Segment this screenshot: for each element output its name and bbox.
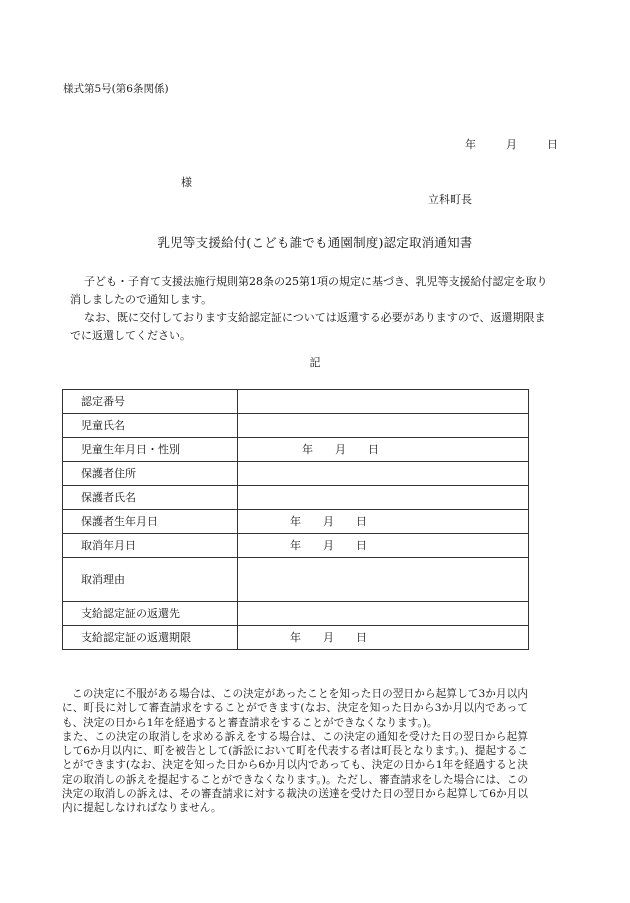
row-label: 保護者氏名 bbox=[63, 486, 238, 510]
date-month: 月 bbox=[323, 538, 334, 552]
row-value bbox=[238, 390, 529, 414]
row-label: 取消理由 bbox=[63, 558, 238, 602]
row-date-value bbox=[238, 534, 529, 558]
date-year: 年 bbox=[290, 538, 301, 552]
issuer: 立科町長 bbox=[428, 193, 472, 206]
addressee-suffix: 様 bbox=[181, 176, 192, 189]
table-row bbox=[63, 462, 529, 486]
appeal-notice-paragraph-2: また、この決定の取消しを求める訴えをする場合は、この決定の通知を受けた日の翌日から起算して6か月以内に、町を被告として(訴訟において町を代表する者は町長となります。)、提起することができます(なお、決定を知った日から6か月以内であっても、決定の日から1年を経過すると決定の取消しの訴えを提起することができなくなります。)。ただし、審査請求をした場合には、この決定の取消しの訴えは、その審査請求に対する裁決の送達を受けた日の翌日から起算して6か月以内に提起しなければなりません。 bbox=[62, 730, 528, 815]
date-year: 年 bbox=[290, 630, 301, 644]
date-month: 月 bbox=[323, 630, 334, 644]
appeal-notice bbox=[62, 687, 528, 816]
date-year: 年 bbox=[290, 514, 301, 528]
body-paragraph-1 bbox=[70, 273, 550, 309]
row-label: 児童氏名 bbox=[63, 414, 238, 438]
document-title: 乳児等支援給付(こども誰でも通園制度)認定取消通知書 bbox=[157, 235, 473, 250]
row-label: 保護者住所 bbox=[63, 462, 238, 486]
ki-heading: 記 bbox=[309, 356, 321, 369]
issue-date-day: 日 bbox=[547, 138, 558, 151]
row-value bbox=[238, 602, 529, 626]
row-value bbox=[238, 414, 529, 438]
details-table bbox=[62, 389, 529, 650]
date-year: 年 bbox=[302, 442, 313, 456]
table-row bbox=[63, 558, 529, 602]
date-day: 日 bbox=[356, 514, 367, 528]
date-day: 日 bbox=[368, 442, 379, 456]
row-value bbox=[238, 558, 529, 602]
table-row bbox=[63, 390, 529, 414]
date-month: 月 bbox=[323, 514, 334, 528]
row-label: 支給認定証の返還期限 bbox=[63, 626, 238, 650]
table-row bbox=[63, 438, 529, 462]
date-cell bbox=[238, 515, 389, 529]
date-month: 月 bbox=[335, 442, 346, 456]
table-row bbox=[63, 602, 529, 626]
row-label: 取消年月日 bbox=[63, 534, 238, 558]
issue-date-month: 月 bbox=[506, 138, 517, 151]
issue-date-year: 年 bbox=[465, 138, 476, 151]
row-value bbox=[238, 486, 529, 510]
table-row bbox=[63, 626, 529, 650]
table-row bbox=[63, 510, 529, 534]
body-paragraph-1-text: 子ども・子育て支援法施行規則第28条の25第1項の規定に基づき、乳児等支援給付認定を取り消しましたので通知します。 bbox=[70, 275, 548, 306]
row-date-value bbox=[238, 626, 529, 650]
row-value bbox=[238, 462, 529, 486]
date-day: 日 bbox=[356, 538, 367, 552]
date-cell bbox=[238, 443, 401, 457]
row-label: 児童生年月日・性別 bbox=[63, 438, 238, 462]
body-paragraph-2-text: なお、既に交付しております支給認定証については返還する必要がありますので、返還期限までに返還してください。 bbox=[70, 311, 546, 342]
table-row bbox=[63, 534, 529, 558]
form-number: 様式第5号(第6条関係) bbox=[63, 83, 169, 95]
row-label: 支給認定証の返還先 bbox=[63, 602, 238, 626]
date-day: 日 bbox=[356, 630, 367, 644]
body-paragraph-2 bbox=[70, 309, 550, 345]
row-date-value bbox=[238, 510, 529, 534]
table-row bbox=[63, 486, 529, 510]
date-cell bbox=[238, 539, 389, 553]
table-row bbox=[63, 414, 529, 438]
appeal-notice-paragraph-1: この決定に不服がある場合は、この決定があったことを知った日の翌日から起算して3か月以内に、町長に対して審査請求をすることができます(なお、決定を知った日から3か月以内であっても、決定の日から1年を経過すると審査請求をすることができなくなります。)。 bbox=[62, 688, 528, 729]
row-label: 保護者生年月日 bbox=[63, 510, 238, 534]
date-cell bbox=[238, 631, 389, 645]
issue-date bbox=[0, 138, 558, 152]
row-date-value bbox=[238, 438, 529, 462]
row-label: 認定番号 bbox=[63, 390, 238, 414]
